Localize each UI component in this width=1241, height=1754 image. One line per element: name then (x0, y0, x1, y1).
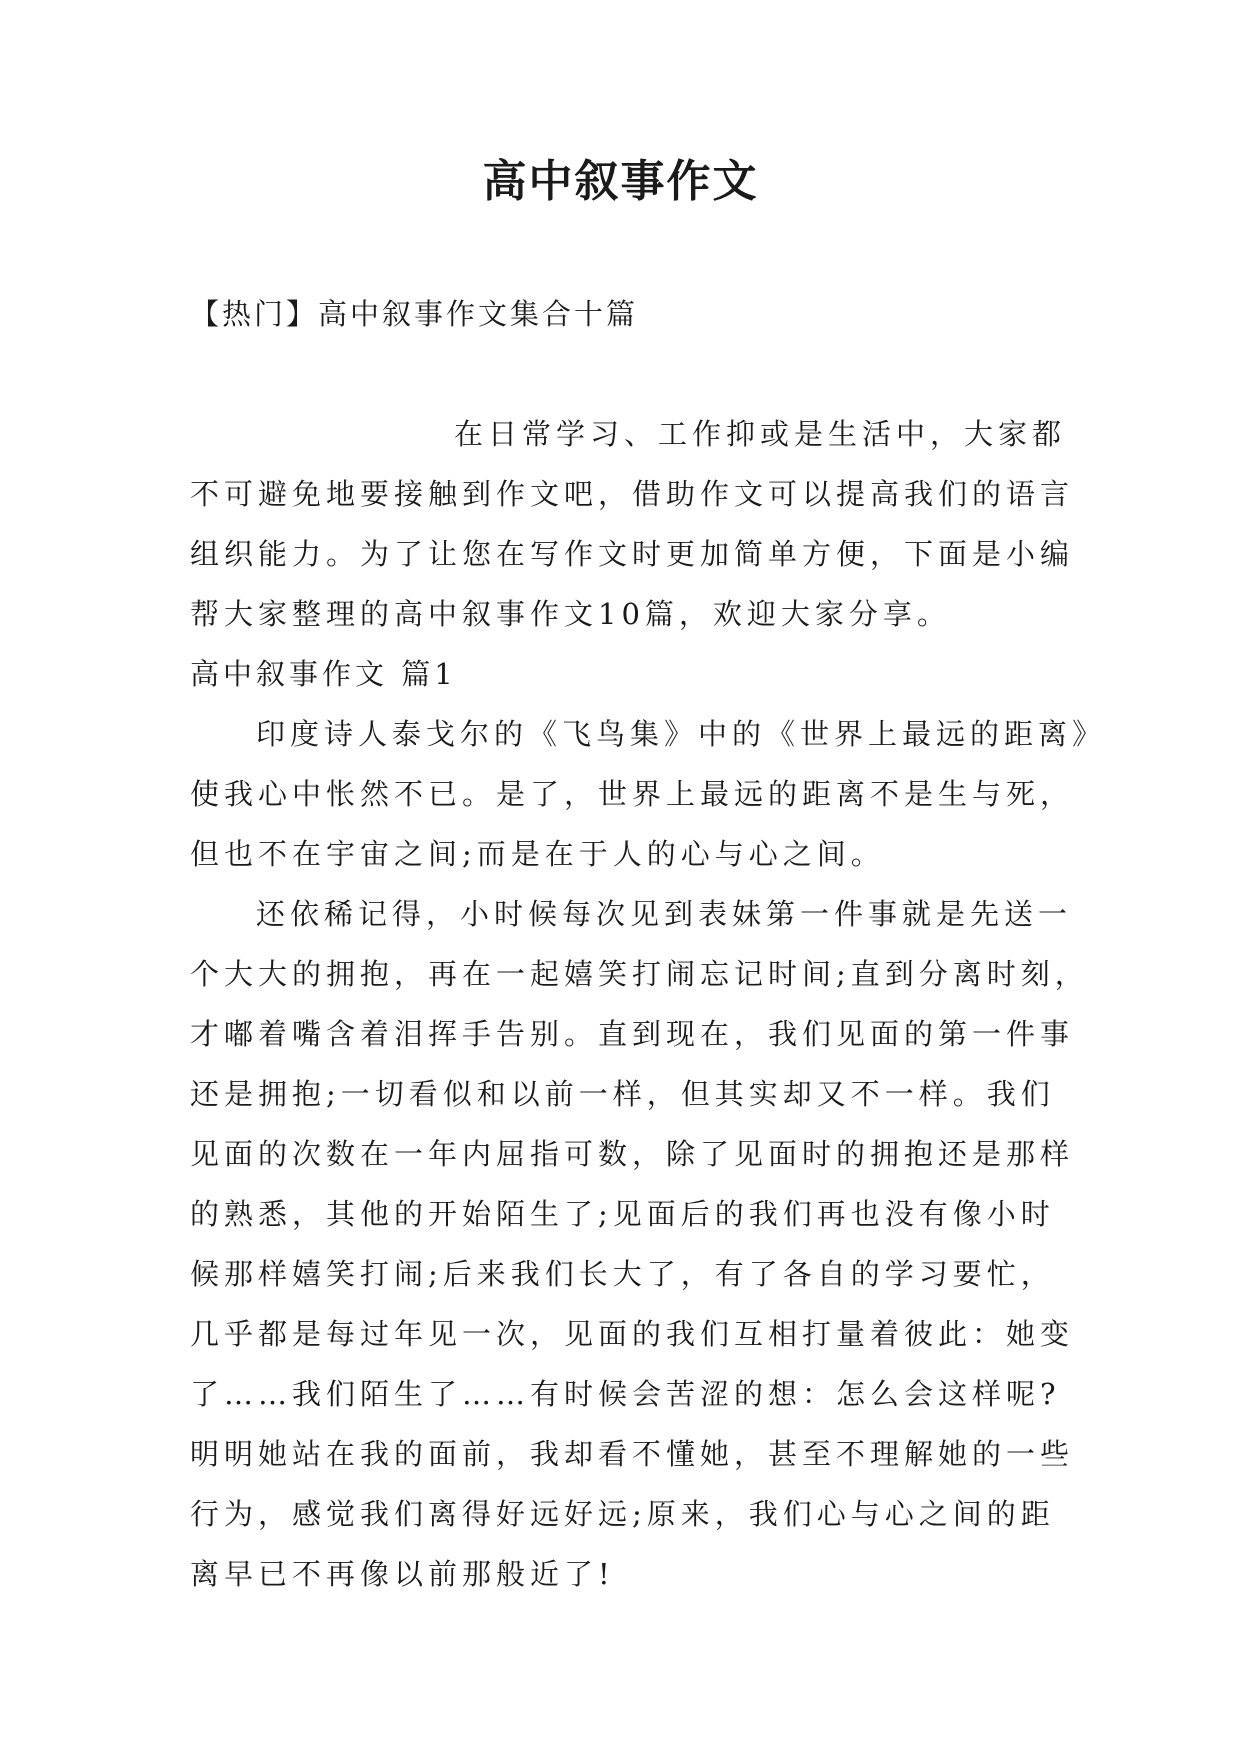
paragraph-line: 组织能力。为了让您在写作文时更加简单方便，下面是小编 (190, 537, 1075, 571)
paragraph-line: 不可避免地要接触到作文吧，借助作文可以提高我们的语言 (190, 477, 1075, 511)
paragraph-line: 帮大家整理的高中叙事作文10篇，欢迎大家分享。 (190, 597, 951, 631)
paragraph-line: 还依稀记得，小时候每次见到表妹第一件事就是先送一 (256, 897, 1073, 931)
article-subtitle: 【热门】高中叙事作文集合十篇 (190, 297, 639, 331)
article-body (190, 404, 1107, 1604)
paragraph-line: 见面的次数在一年内屈指可数，除了见面时的拥抱还是那样 (190, 1137, 1075, 1171)
paragraph-line: 印度诗人泰戈尔的《飞鸟集》中的《世界上最远的距离》 (256, 717, 1107, 751)
paragraph-line: 还是拥抱;一切看似和以前一样，但其实却又不一样。我们 (190, 1077, 1055, 1111)
paragraph-line: 候那样嬉笑打闹;后来我们长大了，有了各自的学习要忙， (190, 1257, 1055, 1291)
paragraph-line: 但也不在宇宙之间;而是在于人的心与心之间。 (190, 837, 885, 871)
paragraph-line: 个大大的拥抱，再在一起嬉笑打闹忘记时间;直到分离时刻， (190, 957, 1089, 991)
paragraph-line: 使我心中怅然不已。是了，世界上最远的距离不是生与死， (190, 777, 1075, 811)
paragraph-line: 几乎都是每过年见一次，见面的我们互相打量着彼此：她变 (190, 1317, 1075, 1351)
section-heading: 高中叙事作文 篇1 (190, 657, 457, 691)
paragraph-line: 才嘟着嘴含着泪挥手告别。直到现在，我们见面的第一件事 (190, 1017, 1075, 1051)
paragraph-line: 在日常学习、工作抑或是生活中，大家都 (454, 417, 1067, 451)
paragraph-line: 的熟悉，其他的开始陌生了;见面后的我们再也没有像小时 (190, 1197, 1055, 1231)
paragraph-line: 明明她站在我的面前，我却看不懂她，甚至不理解她的一些 (190, 1437, 1075, 1471)
paragraph-line: 离早已不再像以前那般近了! (190, 1557, 615, 1591)
paragraph-line: 行为，感觉我们离得好远好远;原来，我们心与心之间的距 (190, 1497, 1055, 1531)
page-title: 高中叙事作文 (482, 156, 759, 207)
paragraph-line: 了……我们陌生了……有时候会苦涩的想：怎么会这样呢? (190, 1377, 1061, 1411)
